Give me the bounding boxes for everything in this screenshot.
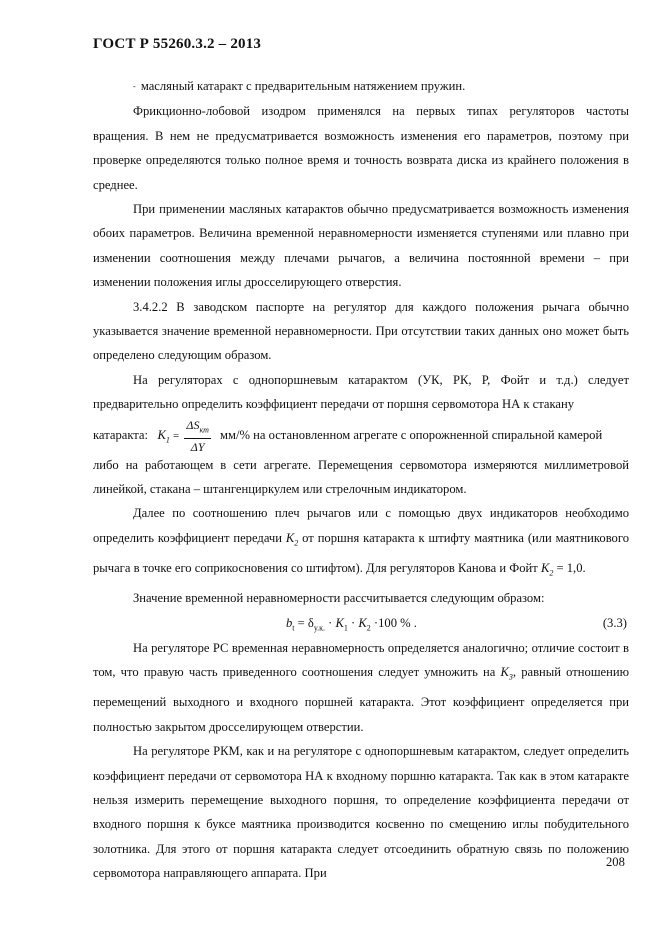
equation-body: $b_t = \delta_{у.к.} \cdot K_1 \cdot K_2 \cdot 100$ % . xyxy=(286,616,417,633)
inline-formula-line xyxy=(93,417,629,453)
formula-fraction xyxy=(184,417,210,455)
paragraph-7: Значение временной неравномерности рассчитывается следующим образом: xyxy=(133,590,545,605)
equation-number: (3.3) xyxy=(602,616,627,631)
formula-denominator: ΔY xyxy=(190,439,205,454)
paragraph-4: На регуляторах с однопоршневым катарактом (УК, РК, Р, Фойт и т.д.) следует предварительно определить коэффициент передачи от поршня сервомотора НА к стакану xyxy=(93,372,629,412)
formula-eq: = xyxy=(173,429,180,442)
formula-numerator: $\Delta S_{кт}$ xyxy=(184,417,210,439)
list-bullet: - xyxy=(133,81,136,91)
paragraph-6: Далее по соотношению плеч рычагов или с помощью двух индикаторов необходимо определить коэффициент передачи $K_2$ от поршня катаракта к штифту маятника (или маятникового рычага в точке его соприкосновения со штифтом). Для регуляторов Канова и Фойт $K_2 = 1,0$. xyxy=(93,506,630,578)
paragraph-0-text: масляный катаракт с предварительным натяжением пружин. xyxy=(140,79,466,93)
paragraph-5: либо на работающем в сети агрегате. Перемещения сервомотора измеряются миллиметровой линейкой, стакана – штангенциркулем или стрелочным индикатором. xyxy=(93,457,629,496)
document-body xyxy=(93,74,629,886)
var-k2: $K_2$ xyxy=(285,530,299,548)
var-k3: $K_3$ xyxy=(500,665,513,682)
paragraph-2: При применении масляных катарактов обычно предусматривается возможность изменения обоих параметров. Величина временной неравномерности изменяется ступенями или плавно при изменении соотношения между плечами рычагов, а величина постоянной времени – при изменении положения иглы дросселирующего отверстия. xyxy=(93,201,629,290)
paragraph-1: Фрикционно-лобовой изодром применялся на первых типах регуляторов частоты вращения. В нем не предусматривается возможность изменения его параметров, поэтому при проверке определяются только полное время и точность возврата диска из крайнего положения в среднее. xyxy=(93,104,629,192)
formula-suffix: мм/% на остановленном агрегате с опорожненной спиральной камерой xyxy=(220,427,603,442)
var-k2-second: $K_2$ xyxy=(540,560,554,578)
paragraph-0 xyxy=(93,74,629,99)
paragraph-9: На регуляторе РКМ, как и на регуляторе с однопоршневым катарактом, следует определить коэффициент передачи от сервомотора НА к входному поршню катаракта. Так как в этом катаракте нельзя измерить перемещение выходного поршня, то определение коэффициента передачи от входного поршня к буксе маятника производится косвенно по смещению иглы побудительного золотника. Для этого от поршня катаракта следует отсоединить обратную связь по положению сервомотора направляющего аппарата. При xyxy=(93,744,629,881)
paragraph-3: 3.4.2.2 В заводском паспорте на регулятор для каждого положения рычага обычно указывается значение временной неравномерности. При отсутствии таких данных оно может быть определено следующим образом. xyxy=(93,299,629,363)
formula-lhs: $K_1$ xyxy=(157,427,170,445)
paragraph-8: На регуляторе РС временная неравномерность определяется аналогично; отличие состоит в том, что правую часть приведенного соотношения следует умножить на $K_3$, равный отношению перемещений выходного и входного поршней катаракта. Этот коэффициент определяется при полностью закрытом дросселирующем отверстии. xyxy=(93,641,629,734)
formula-prefix: катаракта: xyxy=(93,427,149,442)
document-header: ГОСТ Р 55260.3.2 – 2013 xyxy=(93,36,262,52)
page-number: 208 xyxy=(606,855,625,869)
equation-3-3 xyxy=(93,610,629,636)
